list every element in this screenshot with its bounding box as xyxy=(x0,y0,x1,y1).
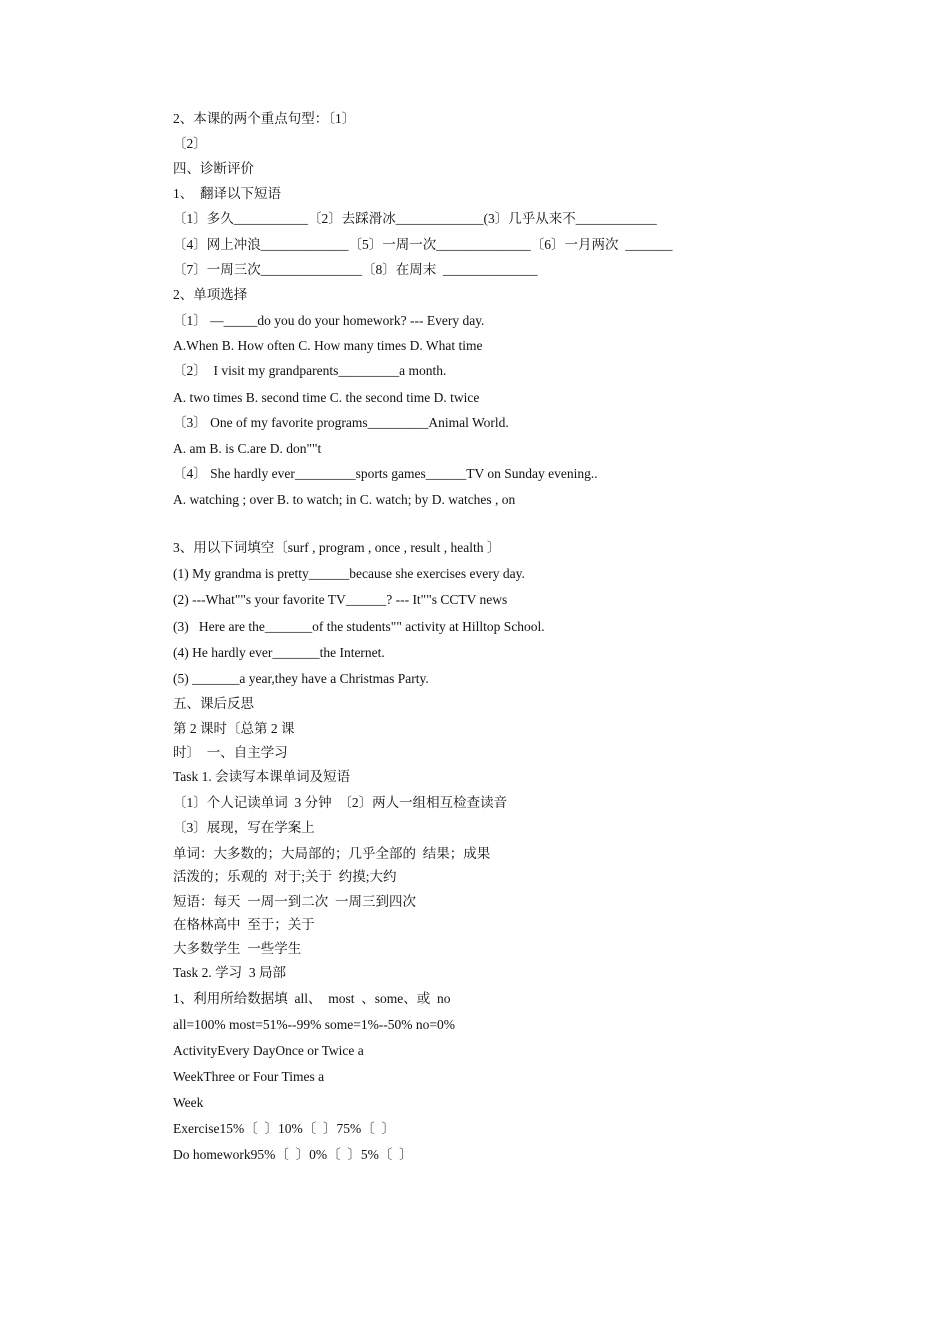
section-heading-reflection: 五、课后反思 xyxy=(173,696,254,711)
task-1-step-3: 〔3〕展现，写在学案上 xyxy=(173,820,315,835)
phrases-line-2: 在格林高中 至于；关于 xyxy=(173,917,315,932)
phrases-line-3: 大多数学生 一些学生 xyxy=(173,941,302,956)
question-3-options: A. am B. is C.are D. don""t xyxy=(173,441,322,456)
question-2-options: A. two times B. second time C. the second time D. twice xyxy=(173,390,480,405)
question-4: 〔4〕 She hardly ever_________sports games______TV on Sunday evening.. xyxy=(173,466,598,481)
table-header-line-2: WeekThree or Four Times a xyxy=(173,1069,325,1084)
translate-row-1: 〔1〕多久___________〔2〕去踩滑冰_____________(3〕几乎从来不____________ xyxy=(173,211,657,226)
task-1-step-1-2: 〔1〕个人记读单词 3 分钟 〔2〕两人一组相互检查读音 xyxy=(173,795,508,810)
key-sentences-label: 2、本课的两个重点句型：〔1〕 xyxy=(173,111,356,126)
fill-blank-heading: 3、用以下词填空〔surf , program , once , result , health 〕 xyxy=(173,540,501,555)
multiple-choice-heading: 2、单项选择 xyxy=(173,287,248,302)
table-row-exercise: Exercise15%〔 〕10%〔 〕75%〔 〕 xyxy=(173,1121,395,1136)
fill-blank-2: (2) ---What""s your favorite TV______? --- It""s CCTV news xyxy=(173,592,508,607)
fill-blank-1: (1) My grandma is pretty______because she exercises every day. xyxy=(173,566,525,581)
key-sentence-2: 〔2〕 xyxy=(173,136,207,151)
task-2-heading: Task 2. 学习 3 局部 xyxy=(173,965,287,980)
table-row-homework: Do homework95%〔 〕0%〔 〕5%〔 〕 xyxy=(173,1147,413,1162)
table-header-line-3: Week xyxy=(173,1095,204,1110)
translate-row-3: 〔7〕一周三次_______________〔8〕在周末 ______________ xyxy=(173,262,538,277)
lesson-period-line-1: 第 2 课时〔总第 2 课 xyxy=(173,721,295,736)
vocabulary-words-2: 活泼的；乐观的 对于;关于 约摸;大约 xyxy=(173,869,397,884)
question-1: 〔1〕 ―_____do you do your homework? --- Every day. xyxy=(173,313,485,328)
lesson-period-line-2: 时〕 一、自主学习 xyxy=(173,745,288,760)
fill-blank-3: (3) Here are the_______of the students"" activity at Hilltop School. xyxy=(173,619,545,634)
translate-row-2: 〔4〕网上冲浪_____________〔5〕一周一次______________〔6〕一月两次 _______ xyxy=(173,237,673,252)
vocabulary-words-1: 单词：大多数的；大局部的；几乎全部的 结果；成果 xyxy=(173,846,491,861)
task-2-instruction: 1、利用所给数据填 all、 most 、some、或 no xyxy=(173,991,451,1006)
fill-blank-4: (4) He hardly ever_______the Internet. xyxy=(173,645,385,660)
section-heading-diagnosis: 四、诊断评价 xyxy=(173,161,254,176)
question-4-options: A. watching ; over B. to watch; in C. watch; by D. watches , on xyxy=(173,492,516,507)
question-1-options: A.When B. How often C. How many times D. What time xyxy=(173,338,483,353)
task-1-heading: Task 1. 会读写本课单词及短语 xyxy=(173,769,351,784)
question-3: 〔3〕 One of my favorite programs_________Animal World. xyxy=(173,415,509,430)
table-header-line-1: ActivityEvery DayOnce or Twice a xyxy=(173,1043,364,1058)
fill-blank-5: (5) _______a year,they have a Christmas Party. xyxy=(173,671,429,686)
percentage-definitions: all=100% most=51%--99% some=1%--50% no=0% xyxy=(173,1017,456,1032)
translate-phrases-heading: 1、 翻译以下短语 xyxy=(173,186,281,201)
question-2: 〔2〕 I visit my grandparents_________a month. xyxy=(173,363,447,378)
phrases-line-1: 短语：每天 一周一到二次 一周三到四次 xyxy=(173,894,416,909)
